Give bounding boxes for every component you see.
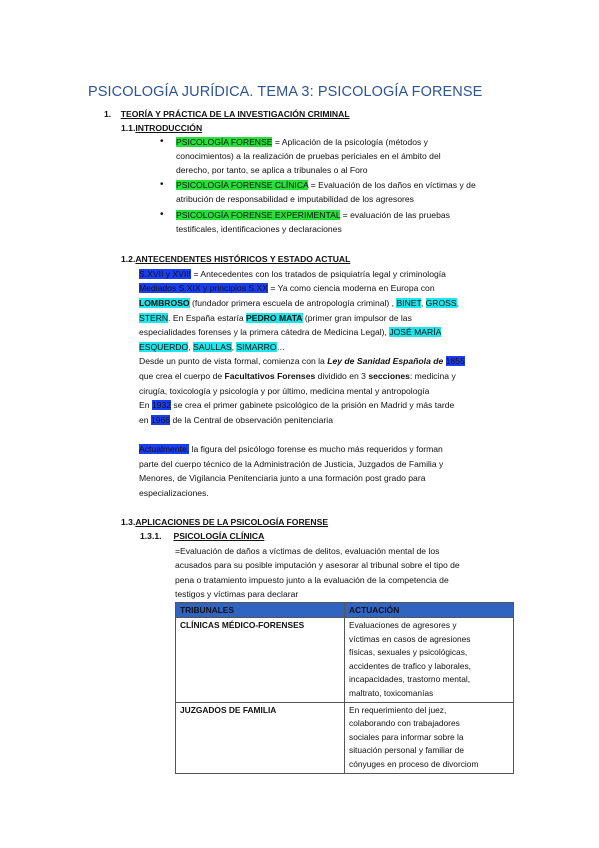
cell-line: sociales para informar sobre la xyxy=(349,731,464,742)
name-simarro: SIMARRO xyxy=(236,342,277,352)
section-1-1-heading xyxy=(121,123,202,133)
text: que crea el cuerpo de xyxy=(139,371,225,381)
text: = Aplicación de la psicología (métodos y xyxy=(272,137,428,147)
section-1-2-number: 1.2. xyxy=(121,254,136,264)
text: … xyxy=(276,342,286,352)
cell-line: situación personal y familiar de xyxy=(349,745,464,756)
name-jose-maria: JOSÉ MARÍA xyxy=(389,327,442,337)
name-saullas: SAULLAS xyxy=(192,342,232,352)
text: , xyxy=(420,298,426,308)
highlight-actualmente: Actualmente, xyxy=(139,444,190,454)
text: = Ya como ciencia moderna en Europa con xyxy=(267,283,435,293)
name-gross: GROSS xyxy=(425,298,457,308)
table-row xyxy=(176,702,514,773)
table-header-row xyxy=(176,603,514,618)
cell-line: En requerimiento del juez, xyxy=(349,704,447,715)
cell-actuacion xyxy=(345,702,514,773)
year-highlight: 1855 xyxy=(445,356,465,366)
year-highlight: 1966 xyxy=(150,415,171,425)
cell-line: accidentes de trafico y laborales, xyxy=(349,660,471,671)
section-1-heading xyxy=(104,109,350,119)
p2-line-1 xyxy=(139,354,465,368)
text: En xyxy=(139,400,152,410)
cell-line: maltrato, toxicomanías xyxy=(349,687,434,698)
p1-line-4 xyxy=(139,311,412,325)
p1-line-5 xyxy=(139,325,441,339)
text: , xyxy=(231,342,237,352)
name-binet: BINET xyxy=(396,298,421,308)
p2-line-2 xyxy=(139,369,456,383)
text: , xyxy=(456,298,460,308)
desc-line-2: acusados para su posible imputación y asesorar al tribunal sobre el tipo de xyxy=(175,560,460,570)
bullet-2-line-1 xyxy=(176,178,476,192)
section-1-3-1-title: PSICOLOGÍA CLÍNICA xyxy=(173,531,265,541)
p3-line-2: parte del cuerpo técnico de la Administración de Justicia, Juzgados de Familia y xyxy=(139,459,444,469)
bullet-1-line-3: derecho, por tanto, se aplica a tribunales o al Foro xyxy=(176,165,368,175)
text: : medicina y xyxy=(409,371,456,381)
text: = Evaluación de los daños en víctimas y de xyxy=(308,180,476,190)
term-psicologia-forense: PSICOLOGÍA FORENSE xyxy=(176,137,273,147)
law-title: Ley de Sanidad Española de xyxy=(327,356,444,366)
cell-line: víctimas en casos de agresiones xyxy=(349,633,471,644)
bullet-icon: • xyxy=(160,136,164,147)
bullet-icon: • xyxy=(160,209,164,220)
section-1-3-title: APLICACIONES DE LA PSICOLOGÍA FORENSE xyxy=(135,517,329,527)
p1-line-2 xyxy=(139,281,435,295)
desc-line-4: testigos y víctimas para declarar xyxy=(175,589,299,599)
term-psicologia-forense-clinica: PSICOLOGÍA FORENSE CLÍNICA xyxy=(176,180,309,190)
header-actuacion: ACTUACIÓN xyxy=(345,603,514,618)
section-1-3-1-number: 1.3.1. xyxy=(140,531,162,541)
bullet-1-line-1 xyxy=(176,135,428,149)
cell-line: colaborando con trabajadores xyxy=(349,718,460,729)
cell-tribunal: CLÍNICAS MÉDICO-FORENSES xyxy=(176,618,345,703)
cell-line: físicas, sexuales y psicológicas, xyxy=(349,647,468,658)
page-title: PSICOLOGÍA JURÍDICA. TEMA 3: PSICOLOGÍA FORENSE xyxy=(88,84,483,100)
text: la figura del psicólogo forense es mucho más requeridos y forman xyxy=(189,444,443,454)
name-lombroso: LOMBROSO xyxy=(139,298,190,308)
text: = Antecedentes con los tratados de psiquiatría legal y criminología xyxy=(191,269,446,279)
desc-line-1: =Evaluación de daños a víctimas de delitos, evaluación mental de los xyxy=(175,546,440,556)
p2-line-3: cirugía, toxicología y psicología y por último, medicina mental y antropología xyxy=(139,386,430,396)
section-1-3-number: 1.3. xyxy=(121,517,136,527)
desc-line-3: pena o tratamiento impuesto junto a la evaluación de la competencia de xyxy=(175,575,449,585)
cell-actuacion xyxy=(345,618,514,703)
bullet-1-line-2: conocimientos) a la realización de pruebas periciales en el ámbito del xyxy=(176,151,441,161)
header-tribunales: TRIBUNALES xyxy=(176,603,345,618)
section-1-1-number: 1.1. xyxy=(121,123,136,133)
section-1-2-heading xyxy=(121,254,350,264)
table-row xyxy=(176,618,514,703)
highlight-period: Mediados S.XIX y principios S.XX xyxy=(139,283,268,293)
section-1-2-title: ANTECENDENTES HISTÓRICOS Y ESTADO ACTUAL xyxy=(135,254,351,264)
bullet-2-line-2: atribución de responsabilidad e imputabilidad de los agresores xyxy=(176,194,414,204)
p2-line-5 xyxy=(139,413,333,427)
text: . En España estaría xyxy=(168,313,247,323)
bold-term: secciones xyxy=(368,371,410,381)
text: se crea el primer gabinete psicológico de la prisión en Madrid y más tarde xyxy=(171,400,455,410)
cell-line: cónyuges en proceso de divorciom xyxy=(349,758,479,769)
p3-line-4: especializaciones. xyxy=(139,488,209,498)
bullet-3-line-1 xyxy=(176,208,450,222)
p1-line-1 xyxy=(139,267,446,281)
highlight-period: S.XVII y XVIII xyxy=(139,269,192,279)
section-1-title: TEORÍA Y PRÁCTICA DE LA INVESTIGACIÓN CRIMINAL xyxy=(120,109,350,119)
text: (primer gran impulsor de las xyxy=(302,313,412,323)
name-pedro-mata: PEDRO MATA xyxy=(246,313,303,323)
tribunales-table xyxy=(175,602,514,774)
text: , xyxy=(188,342,193,352)
cell-tribunal: JUZGADOS DE FAMILIA xyxy=(176,702,345,773)
text: en xyxy=(139,415,151,425)
section-1-number: 1. xyxy=(104,109,112,119)
p3-line-3: Menores, de Vigilancia Penitenciaria junto a una formación post grado para xyxy=(139,473,426,483)
section-1-3-heading xyxy=(121,517,328,527)
name-esquerdo: ESQUERDO xyxy=(139,342,189,352)
bullet-icon: • xyxy=(160,179,164,190)
p1-line-3 xyxy=(139,296,459,310)
term-psicologia-forense-experimental: PSICOLOGÍA FORENSE EXPERIMENTAL xyxy=(176,210,341,220)
p1-line-6 xyxy=(139,340,285,354)
cell-line: incapacidades, trastorno mental, xyxy=(349,674,471,685)
section-1-1-title: INTRODUCCIÓN xyxy=(135,123,203,133)
section-1-3-1-heading xyxy=(140,531,264,541)
text: especialidades forenses y la primera cátedra de Medicina Legal), xyxy=(139,327,390,337)
cell-line: Evaluaciones de agresores y xyxy=(349,620,457,630)
p2-line-4 xyxy=(139,398,454,412)
bold-term: Facultativos Forenses xyxy=(224,371,316,381)
year-highlight: 1932 xyxy=(151,400,172,410)
text: (fundador primera escuela de antropología criminal) , xyxy=(189,298,397,308)
text: dividido en 3 xyxy=(315,371,369,381)
p3-line-1 xyxy=(139,442,443,456)
bullet-3-line-2: testificales, identificaciones y declaraciones xyxy=(176,224,342,234)
text: Desde un punto de vista formal, comienza con la xyxy=(139,356,328,366)
name-stern: STERN xyxy=(139,313,169,323)
text: = evaluación de las pruebas xyxy=(340,210,450,220)
text: de la Central de observación penitenciaria xyxy=(170,415,333,425)
